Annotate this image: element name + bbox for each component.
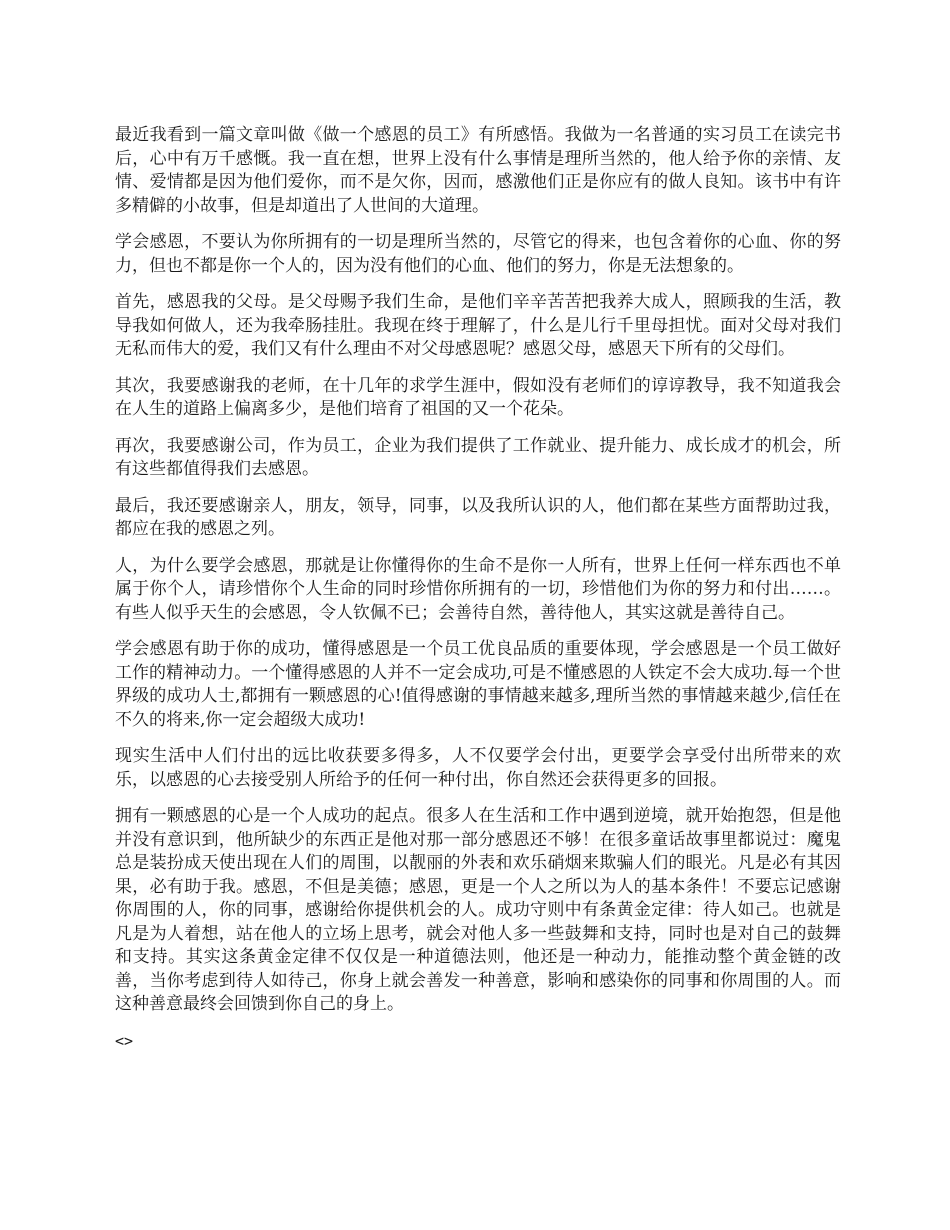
end-mark: <> <box>115 1031 134 1050</box>
paragraph: 再次，我要感谢公司，作为员工，企业为我们提供了工作就业、提升能力、成长成才的机会，所有这些都值得我们去感恩。 <box>115 435 841 479</box>
document-body <box>115 124 841 1051</box>
paragraph: 最后，我还要感谢亲人，朋友，领导，同事，以及我所认识的人，他们都在某些方面帮助过我，都应在我的感恩之列。 <box>115 495 841 539</box>
paragraph: 学会感恩，不要认为你所拥有的一切是理所当然的，尽管它的得来，也包含着你的心血、你的努力，但也不都是你一个人的，因为没有他们的心血、他们的努力，你是无法想象的。 <box>115 232 841 276</box>
paragraph: 拥有一颗感恩的心是一个人成功的起点。很多人在生活和工作中遇到逆境，就开始抱怨，但是他并没有意识到，他所缺少的东西正是他对那一部分感恩还不够！在很多童话故事里都说过：魔鬼总是装扮成天使出现在人们的周围，以靓丽的外表和欢乐硝烟来欺骗人们的眼光。凡是必有其因果，必有助于我。感恩，不但是美德；感恩，更是一个人之所以为人的基本条件！不要忘记感谢你周围的人，你的同事，感谢给你提供机会的人。成功守则中有条黄金定律：待人如己。也就是凡是为人着想，站在他人的立场上思考，就会对他人多一些鼓舞和支持，同时也是对自己的鼓舞和支持。其实这条黄金定律不仅仅是一种道德法则，他还是一种动力，能推动整个黄金链的改善，当你考虑到待人如待己，你身上就会善发一种善意，影响和感染你的同事和你周围的人。而这种善意最终会回馈到你自己的身上。 <box>115 806 841 1014</box>
paragraph: 现实生活中人们付出的远比收获要多得多，人不仅要学会付出，更要学会享受付出所带来的欢乐，以感恩的心去接受别人所给予的任何一种付出，你自然还会获得更多的回报。 <box>115 746 841 790</box>
paragraph: 最近我看到一篇文章叫做《做一个感恩的员工》有所感悟。我做为一名普通的实习员工在读完书后，心中有万千感慨。我一直在想，世界上没有什么事情是理所当然的，他人给予你的亲情、友情、爱情都是因为他们爱你，而不是欠你，因而，感激他们正是你应有的做人良知。该书中有许多精僻的小故事，但是却道出了人世间的大道理。 <box>115 125 841 216</box>
paragraph: 学会感恩有助于你的成功，懂得感恩是一个员工优良品质的重要体现，学会感恩是一个员工做好工作的精神动力。一个懂得感恩的人并不一定会成功,可是不懂感恩的人铁定不会大成功.每一个世界级的成功人士,都拥有一颗感恩的心!值得感谢的事情越来越多,理所当然的事情越来越少,信任在不久的将来,你一定会超级大成功! <box>115 639 841 730</box>
paragraph: 首先，感恩我的父母。是父母赐予我们生命，是他们辛辛苦苦把我养大成人，照顾我的生活，教导我如何做人，还为我牵肠挂肚。我现在终于理解了，什么是儿行千里母担忧。面对父母对我们无私而伟大的爱，我们又有什么理由不对父母感恩呢？感恩父母，感恩天下所有的父母们。 <box>115 292 841 359</box>
paragraph: 人，为什么要学会感恩，那就是让你懂得你的生命不是你一人所有，世界上任何一样东西也不单属于你个人，请珍惜你个人生命的同时珍惜你所拥有的一切，珍惜他们为你的努力和付出……。有些人似乎天生的会感恩，令人钦佩不已；会善待自然，善待他人，其实这就是善待自己。 <box>115 555 841 623</box>
paragraph: 其次，我要感谢我的老师，在十几年的求学生涯中，假如没有老师们的谆谆教导，我不知道我会在人生的道路上偏离多少，是他们培育了祖国的又一个花朵。 <box>115 375 841 419</box>
